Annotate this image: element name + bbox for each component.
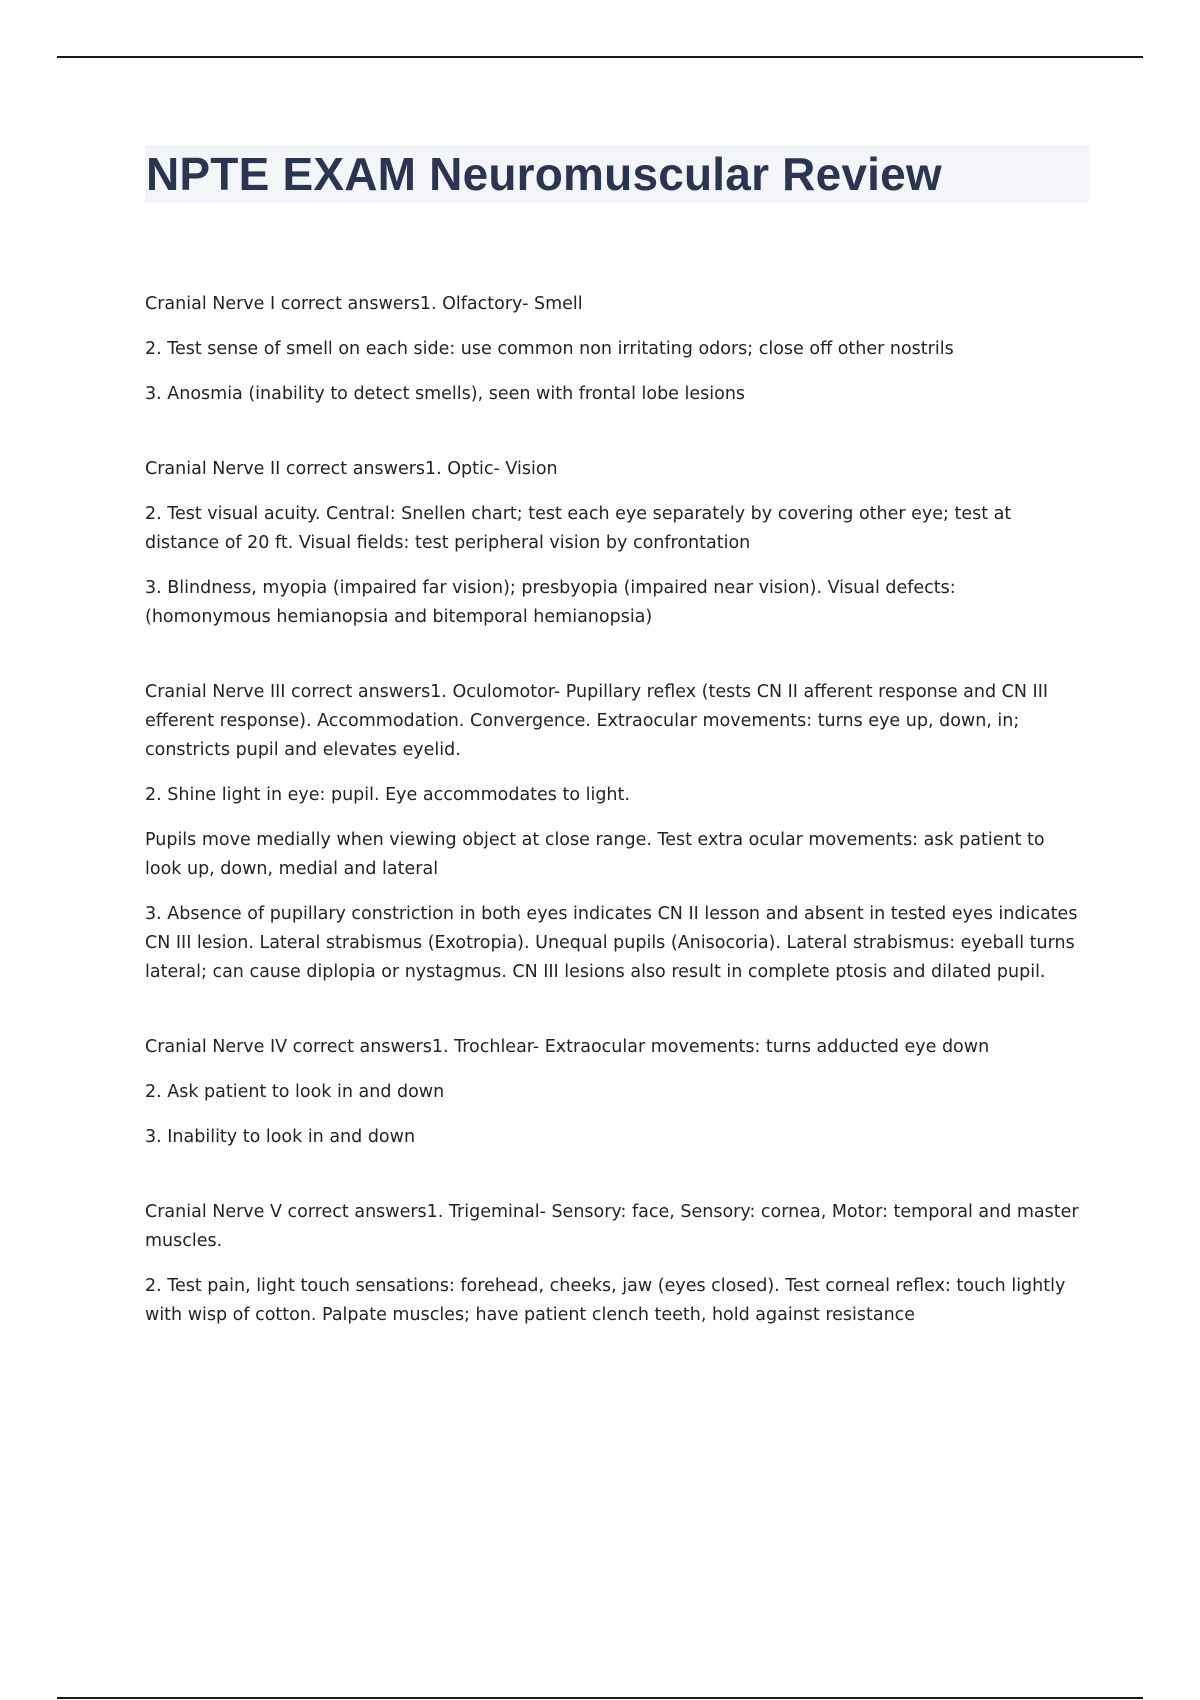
bottom-divider [57, 1697, 1143, 1699]
section-heading: Cranial Nerve II correct answers1. Optic- Vision [145, 459, 558, 479]
paragraph: 3. Absence of pupillary constriction in both eyes indicates CN II lesson and absent in tested eyes indicates CN III lesion. Lateral strabismus (Exotropia). Unequal pupils (Anisocoria). Lateral strabismus: eyeball turns lateral; can cause diplopia or nystagmus. CN III lesions also result in complete ptosis and dilated pupil. [145, 904, 1078, 982]
section-heading: Cranial Nerve IV correct answers1. Trochlear- Extraocular movements: turns adducted eye down [145, 1037, 990, 1057]
section-cranial-nerve-ii [145, 455, 1085, 632]
paragraph: 3. Blindness, myopia (impaired far vision); presbyopia (impaired near vision). Visual defects: (homonymous hemianopsia and bitemporal hemianopsia) [145, 578, 956, 627]
document-body [145, 290, 1085, 1376]
section-cranial-nerve-iii [145, 678, 1085, 987]
paragraph: 3. Inability to look in and down [145, 1127, 416, 1147]
paragraph: 2. Shine light in eye: pupil. Eye accommodates to light. [145, 785, 630, 805]
section-cranial-nerve-v [145, 1198, 1085, 1330]
paragraph: 3. Anosmia (inability to detect smells), seen with frontal lobe lesions [145, 384, 746, 404]
paragraph: Pupils move medially when viewing object at close range. Test extra ocular movements: ask patient to look up, down, medial and lateral [145, 830, 1045, 879]
paragraph: 2. Test pain, light touch sensations: forehead, cheeks, jaw (eyes closed). Test corneal reflex: touch lightly with wisp of cotton. Palpate muscles; have patient clench teeth, hold against resistance [145, 1276, 1066, 1325]
section-cranial-nerve-iv [145, 1033, 1085, 1152]
section-heading: Cranial Nerve III correct answers1. Oculomotor- Pupillary reflex (tests CN II afferent response and CN III efferent response). Accommodation. Convergence. Extraocular movements: turns eye up, down, in; constricts pupil and elevates eyelid. [145, 682, 1049, 760]
page-title: NPTE EXAM Neuromuscular Review [146, 148, 942, 200]
top-divider [57, 56, 1143, 58]
paragraph: 2. Test sense of smell on each side: use common non irritating odors; close off other nostrils [145, 339, 954, 359]
section-cranial-nerve-i [145, 290, 1085, 409]
section-heading: Cranial Nerve I correct answers1. Olfactory- Smell [145, 294, 583, 314]
paragraph: 2. Ask patient to look in and down [145, 1082, 445, 1102]
section-heading: Cranial Nerve V correct answers1. Trigeminal- Sensory: face, Sensory: cornea, Motor: temporal and master muscles. [145, 1202, 1079, 1251]
paragraph: 2. Test visual acuity. Central: Snellen chart; test each eye separately by covering other eye; test at distance of 20 ft. Visual fields: test peripheral vision by confrontation [145, 504, 1012, 553]
